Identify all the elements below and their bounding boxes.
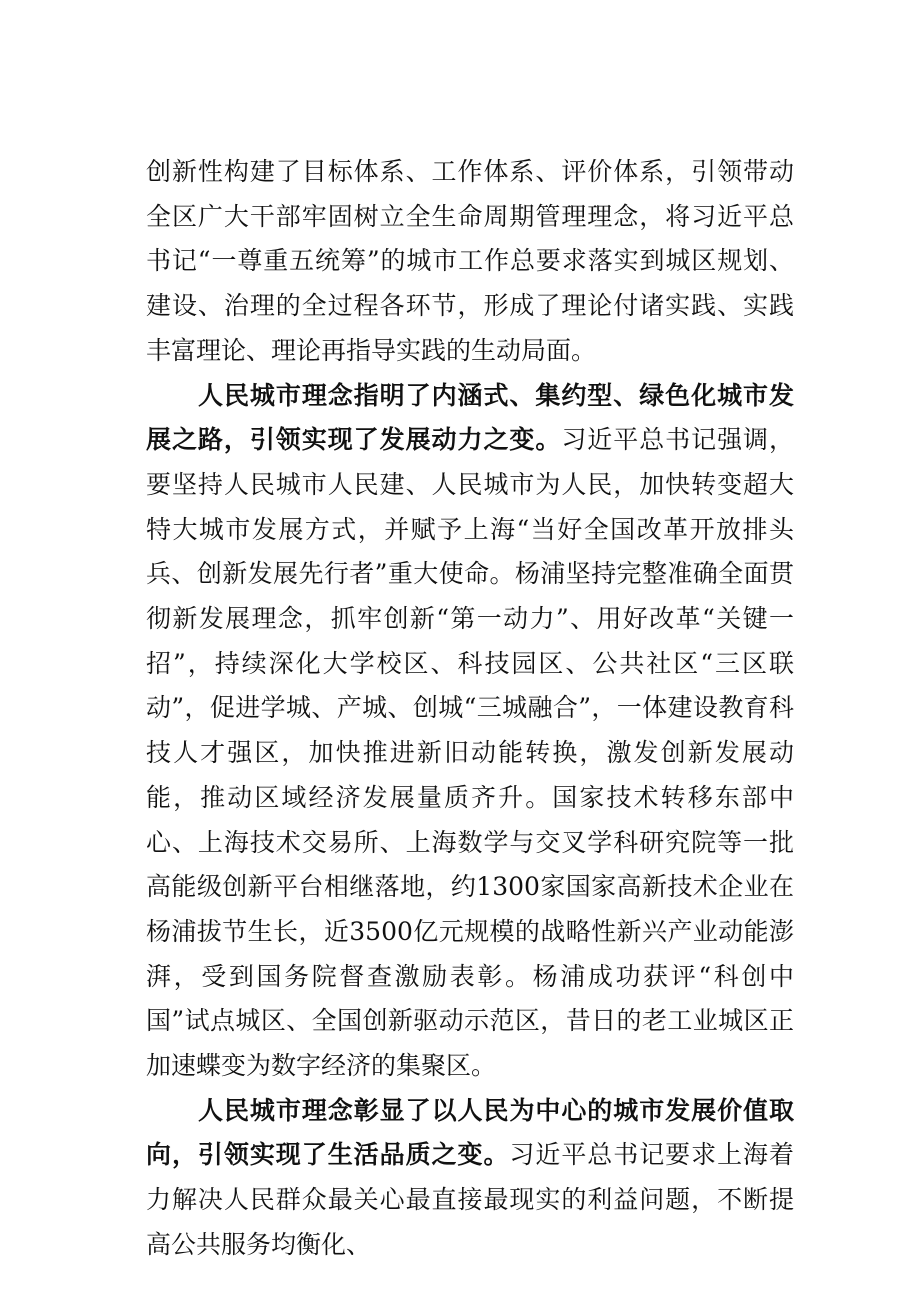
- paragraph-3-lead: 人民城市理念彰显了以人民为中心的城市发展价值取向，引领实现了生活品质之变。: [146, 1095, 794, 1170]
- paragraph-3: [146, 1089, 794, 1268]
- paragraph-2: [146, 374, 794, 1089]
- paragraph-3-body: 习近平总书记要求上海着力解决人民群众最关心最直接最现实的利益问题，不断提高公共服务均衡化、: [146, 1140, 794, 1259]
- document-page: [146, 150, 794, 1268]
- paragraph-1: [146, 150, 794, 374]
- paragraph-2-body: 习近平总书记强调，要坚持人民城市人民建、人民城市为人民，加快转变超大特大城市发展方式，并赋予上海“当好全国改革开放排头兵、创新发展先行者”重大使命。杨浦坚持完整准确全面贯彻新发展理念，抓牢创新“第一动力”、用好改革“关键一招”，持续深化大学校区、科技园区、公共社区“三区联动”，促进学城、产城、创城“三城融合”，一体建设教育科技人才强区，加快推进新旧动能转换，激发创新发展动能，推动区域经济发展量质齐升。国家技术转移东部中心、上海技术交易所、上海数学与交叉学科研究院等一批高能级创新平台相继落地，约1300家国家高新技术企业在杨浦拔节生长，近3500亿元规模的战略性新兴产业动能澎湃，受到国务院督查激励表彰。杨浦成功获评“科创中国”试点城区、全国创新驱动示范区，昔日的老工业城区正加速蝶变为数字经济的集聚区。: [146, 425, 794, 1081]
- paragraph-2-lead: 人民城市理念指明了内涵式、集约型、绿色化城市发展之路，引领实现了发展动力之变。: [146, 380, 794, 455]
- paragraph-1-body: 创新性构建了目标体系、工作体系、评价体系，引领带动全区广大干部牢固树立全生命周期管理理念，将习近平总书记“一尊重五统筹”的城市工作总要求落实到城区规划、建设、治理的全过程各环节，形成了理论付诸实践、实践丰富理论、理论再指导实践的生动局面。: [146, 157, 794, 365]
